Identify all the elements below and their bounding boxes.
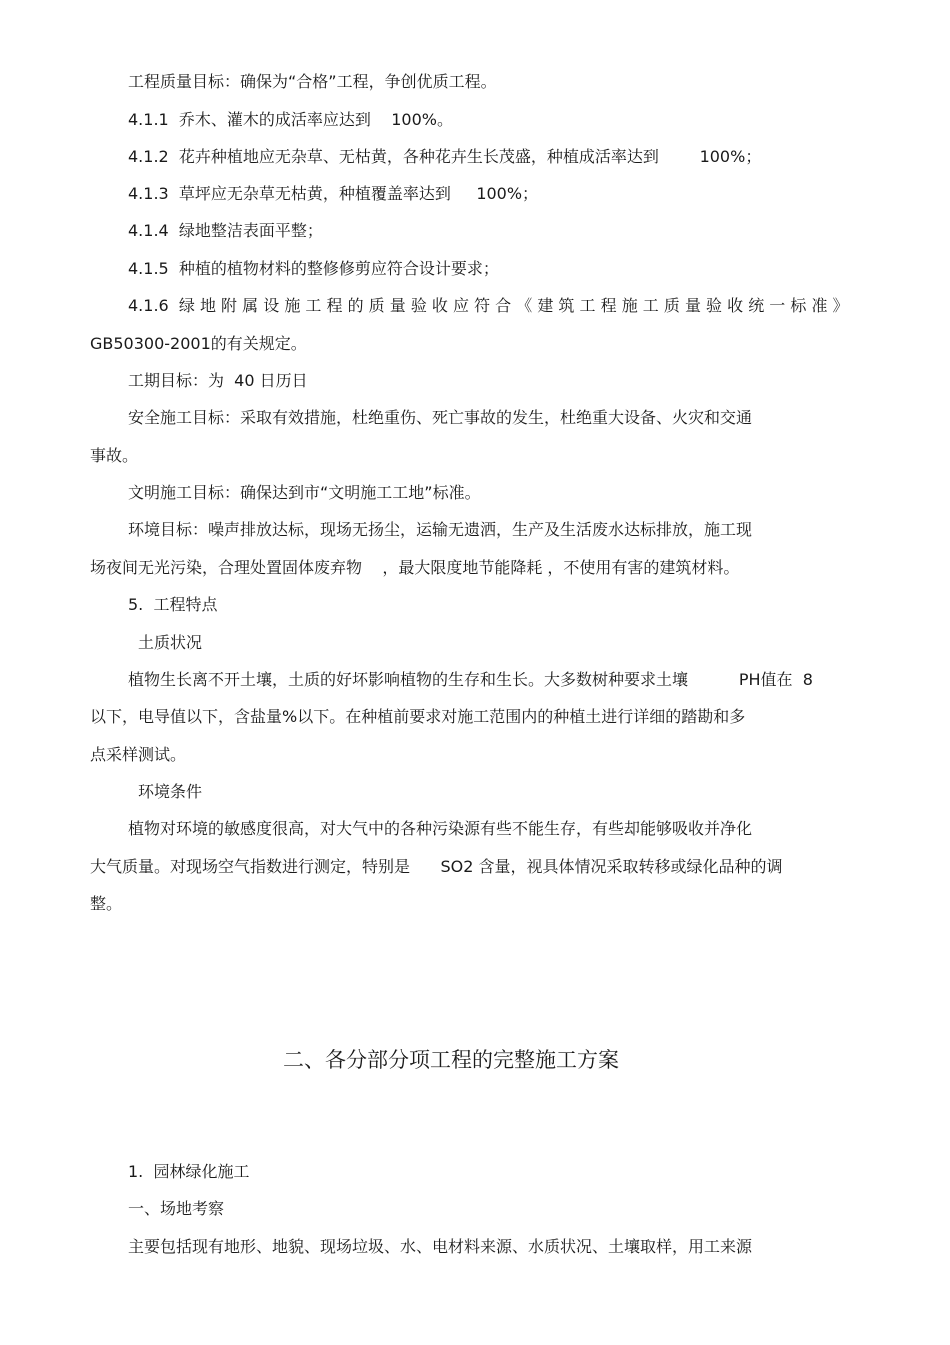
text-line: 4.1.1 乔木、灌木的成活率应达到 100%。 [128, 110, 453, 129]
text-line: 4.1.6 绿 地 附 属 设 施 工 程 的 质 量 验 收 应 符 合 《 建 筑 工 程 施 工 质 量 验 收 统 一 标 准 》 [128, 296, 849, 315]
text-line: 工期目标：为 40 日历日 [128, 371, 308, 390]
text-line: 安全施工目标：采取有效措施，杜绝重伤、死亡事故的发生，杜绝重大设备、火灾和交通 [128, 408, 753, 427]
text-line: 5. 工程特点 [128, 595, 218, 614]
text-line: 点采样测试。 [90, 745, 187, 764]
text-line: 植物对环境的敏感度很高，对大气中的各种污染源有些不能生存，有些却能够吸收并净化 [128, 819, 753, 838]
text-line: 4.1.3 草坪应无杂草无枯黄，种植覆盖率达到 100%； [128, 184, 539, 203]
text-line: 大气质量。对现场空气指数进行测定，特别是 SO2 含量，视具体情况采取转移或绿化品种的调 [90, 857, 783, 876]
text-line: 一、场地考察 [128, 1199, 225, 1218]
text-line: 主要包括现有地形、地貌、现场垃圾、水、电材料来源、水质状况、土壤取样，用工来源 [128, 1237, 753, 1256]
text-line: GB50300-2001的有关规定。 [90, 334, 307, 353]
text-line: 整。 [90, 894, 123, 913]
text-line: 植物生长离不开土壤，土质的好坏影响植物的生存和生长。大多数树种要求土壤 PH值在 8 [128, 670, 813, 689]
text-line: 事故。 [90, 446, 139, 465]
text-line: 4.1.5 种植的植物材料的整修修剪应符合设计要求； [128, 259, 499, 278]
text-line: 1. 园林绿化施工 [128, 1162, 250, 1181]
text-line: 环境条件 [138, 782, 203, 801]
text-line: 环境目标：噪声排放达标，现场无扬尘，运输无遗洒，生产及生活废水达标排放，施工现 [128, 520, 753, 539]
text-line: 土质状况 [138, 633, 203, 652]
text-line: 文明施工目标：确保达到市“文明施工工地”标准。 [128, 483, 481, 502]
section-title: 二、各分部分项工程的完整施工方案 [283, 1048, 619, 1072]
text-line: 以下，电导值以下，含盐量%以下。在种植前要求对施工范围内的种植土进行详细的踏勘和多 [90, 707, 746, 726]
text-line: 工程质量目标：确保为“合格”工程，争创优质工程。 [128, 72, 497, 91]
text-line: 场夜间无光污染，合理处置固体废弃物 ，最大限度地节能降耗 ，不使用有害的建筑材料。 [90, 558, 740, 577]
text-line: 4.1.4 绿地整洁表面平整； [128, 221, 323, 240]
text-line: 4.1.2 花卉种植地应无杂草、无枯黄，各种花卉生长茂盛，种植成活率达到 100%； [128, 147, 762, 166]
